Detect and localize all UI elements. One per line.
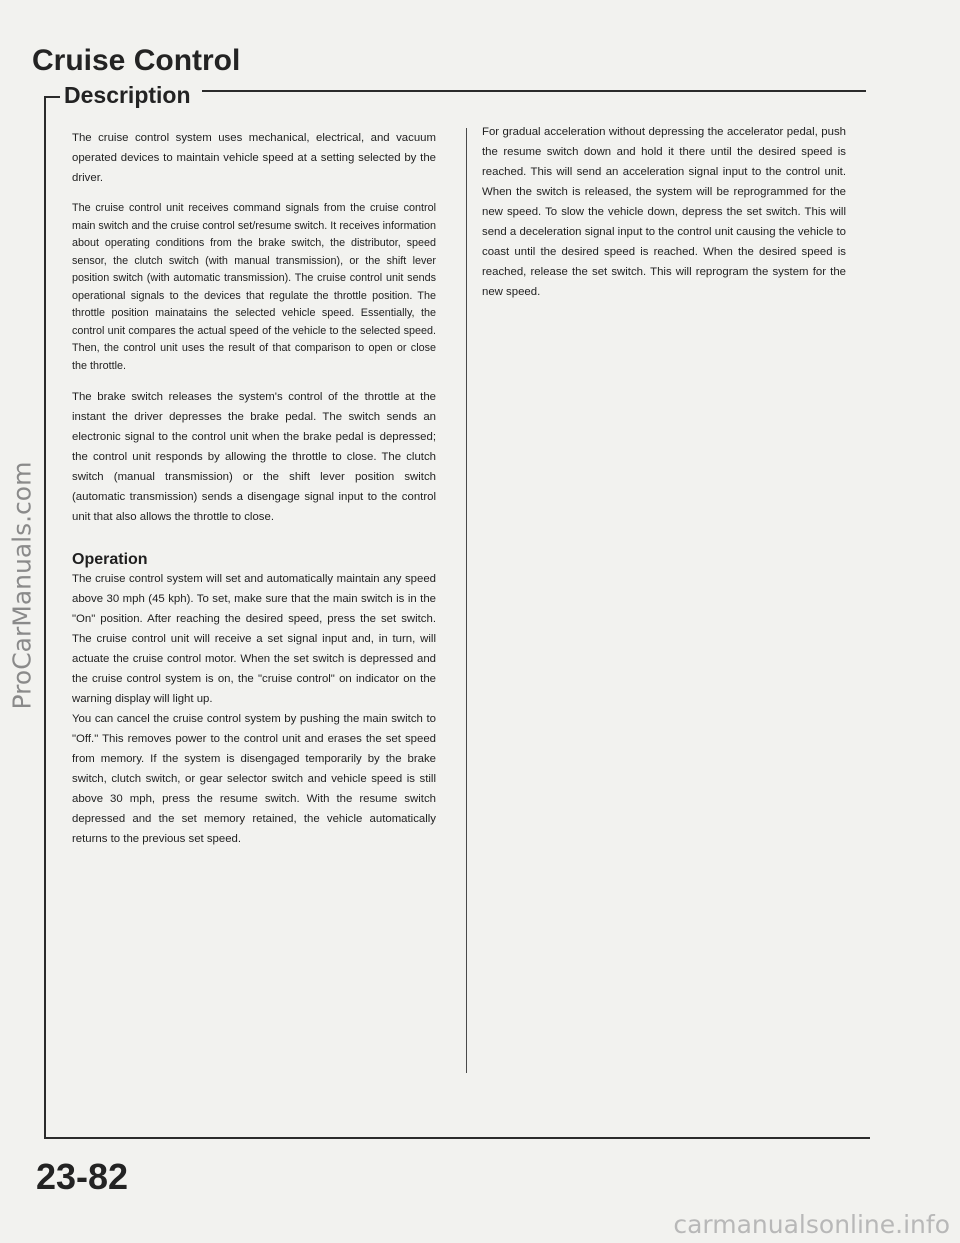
acceleration-paragraph: For gradual acceleration without depressing the accelerator pedal, push the resume switch down and hold it there until the desired speed is reached. This will send an acceleration signal input to the control unit. When the switch is released, the system will be reprogrammed for the new speed. To slow the vehicle down, depress the set switch. This will send a deceleration signal input to the control unit causing the vehicle to coast until the desired speed is reached. When the desired speed is reached, release the set switch. This will reprogram the system for the new speed. (482, 126, 846, 298)
description-paragraph-3: The brake switch releases the system's control of the throttle at the instant the driver depresses the brake pedal. The switch sends an electronic signal to the control unit when the brake pedal is depressed; the control unit responds by allowing the throttle to close. The clutch switch (manual transmission) or the shift lever position switch (automatic transmission) sends a disengage signal input to the control unit that also allows the throttle to close. (72, 391, 436, 523)
page-title: Cruise Control (32, 44, 241, 77)
bottom-watermark: carmanualsonline.info (673, 1210, 950, 1239)
description-paragraph-2: The cruise control unit receives command signals from the cruise control main switch and the cruise control set/resume switch. It receives information about operating conditions from the brake switch, the distributor, speed sensor, the clutch switch (with manual transmission), or the shift lever position switch (with automatic transmission). The cruise control unit sends operational signals to the devices that regulate the throttle position. The throttle position mainatains the selected vehicle speed. Essentially, the control unit compares the actual speed of the vehicle to the selected speed. Then, the control unit uses the result of that comparison to open or close the throttle. (72, 202, 436, 372)
side-watermark-text: ProCarManuals.com (7, 461, 37, 709)
page-number: 23-82 (36, 1156, 129, 1197)
description-paragraph-1: The cruise control system uses mechanical, electrical, and vacuum operated devices to maintain vehicle speed at a setting selected by the driver. (72, 132, 436, 184)
right-column (482, 122, 846, 314)
frame-rule-left (44, 96, 46, 1138)
frame-rule-bottom (44, 1137, 870, 1139)
left-column (72, 128, 436, 861)
section-heading-description: Description (64, 82, 191, 108)
frame-rule-top (202, 90, 866, 92)
operation-paragraph-2: You can cancel the cruise control system by pushing the main switch to "Off." This removes power to the control unit and erases the set speed from memory. If the system is disengaged temporarily by the brake switch, clutch switch, or gear selector switch and vehicle speed is still above 30 mph, press the resume switch. With the resume switch depressed and the set memory retained, the vehicle automatically returns to the previous set speed. (72, 713, 436, 845)
operation-paragraph-1: The cruise control system will set and automatically maintain any speed above 30 mph (45 kph). To set, make sure that the main switch is in the "On" position. After reaching the desired speed, press the set switch. The cruise control unit will receive a set signal input and, in turn, will actuate the cruise control motor. When the set switch is depressed and the cruise control system is on, the "cruise control" on indicator on the warning display will light up. (72, 573, 436, 705)
frame-rule-tick (44, 96, 60, 98)
side-watermark (2, 385, 42, 785)
operation-heading: Operation (72, 551, 148, 568)
column-divider (466, 128, 467, 1073)
